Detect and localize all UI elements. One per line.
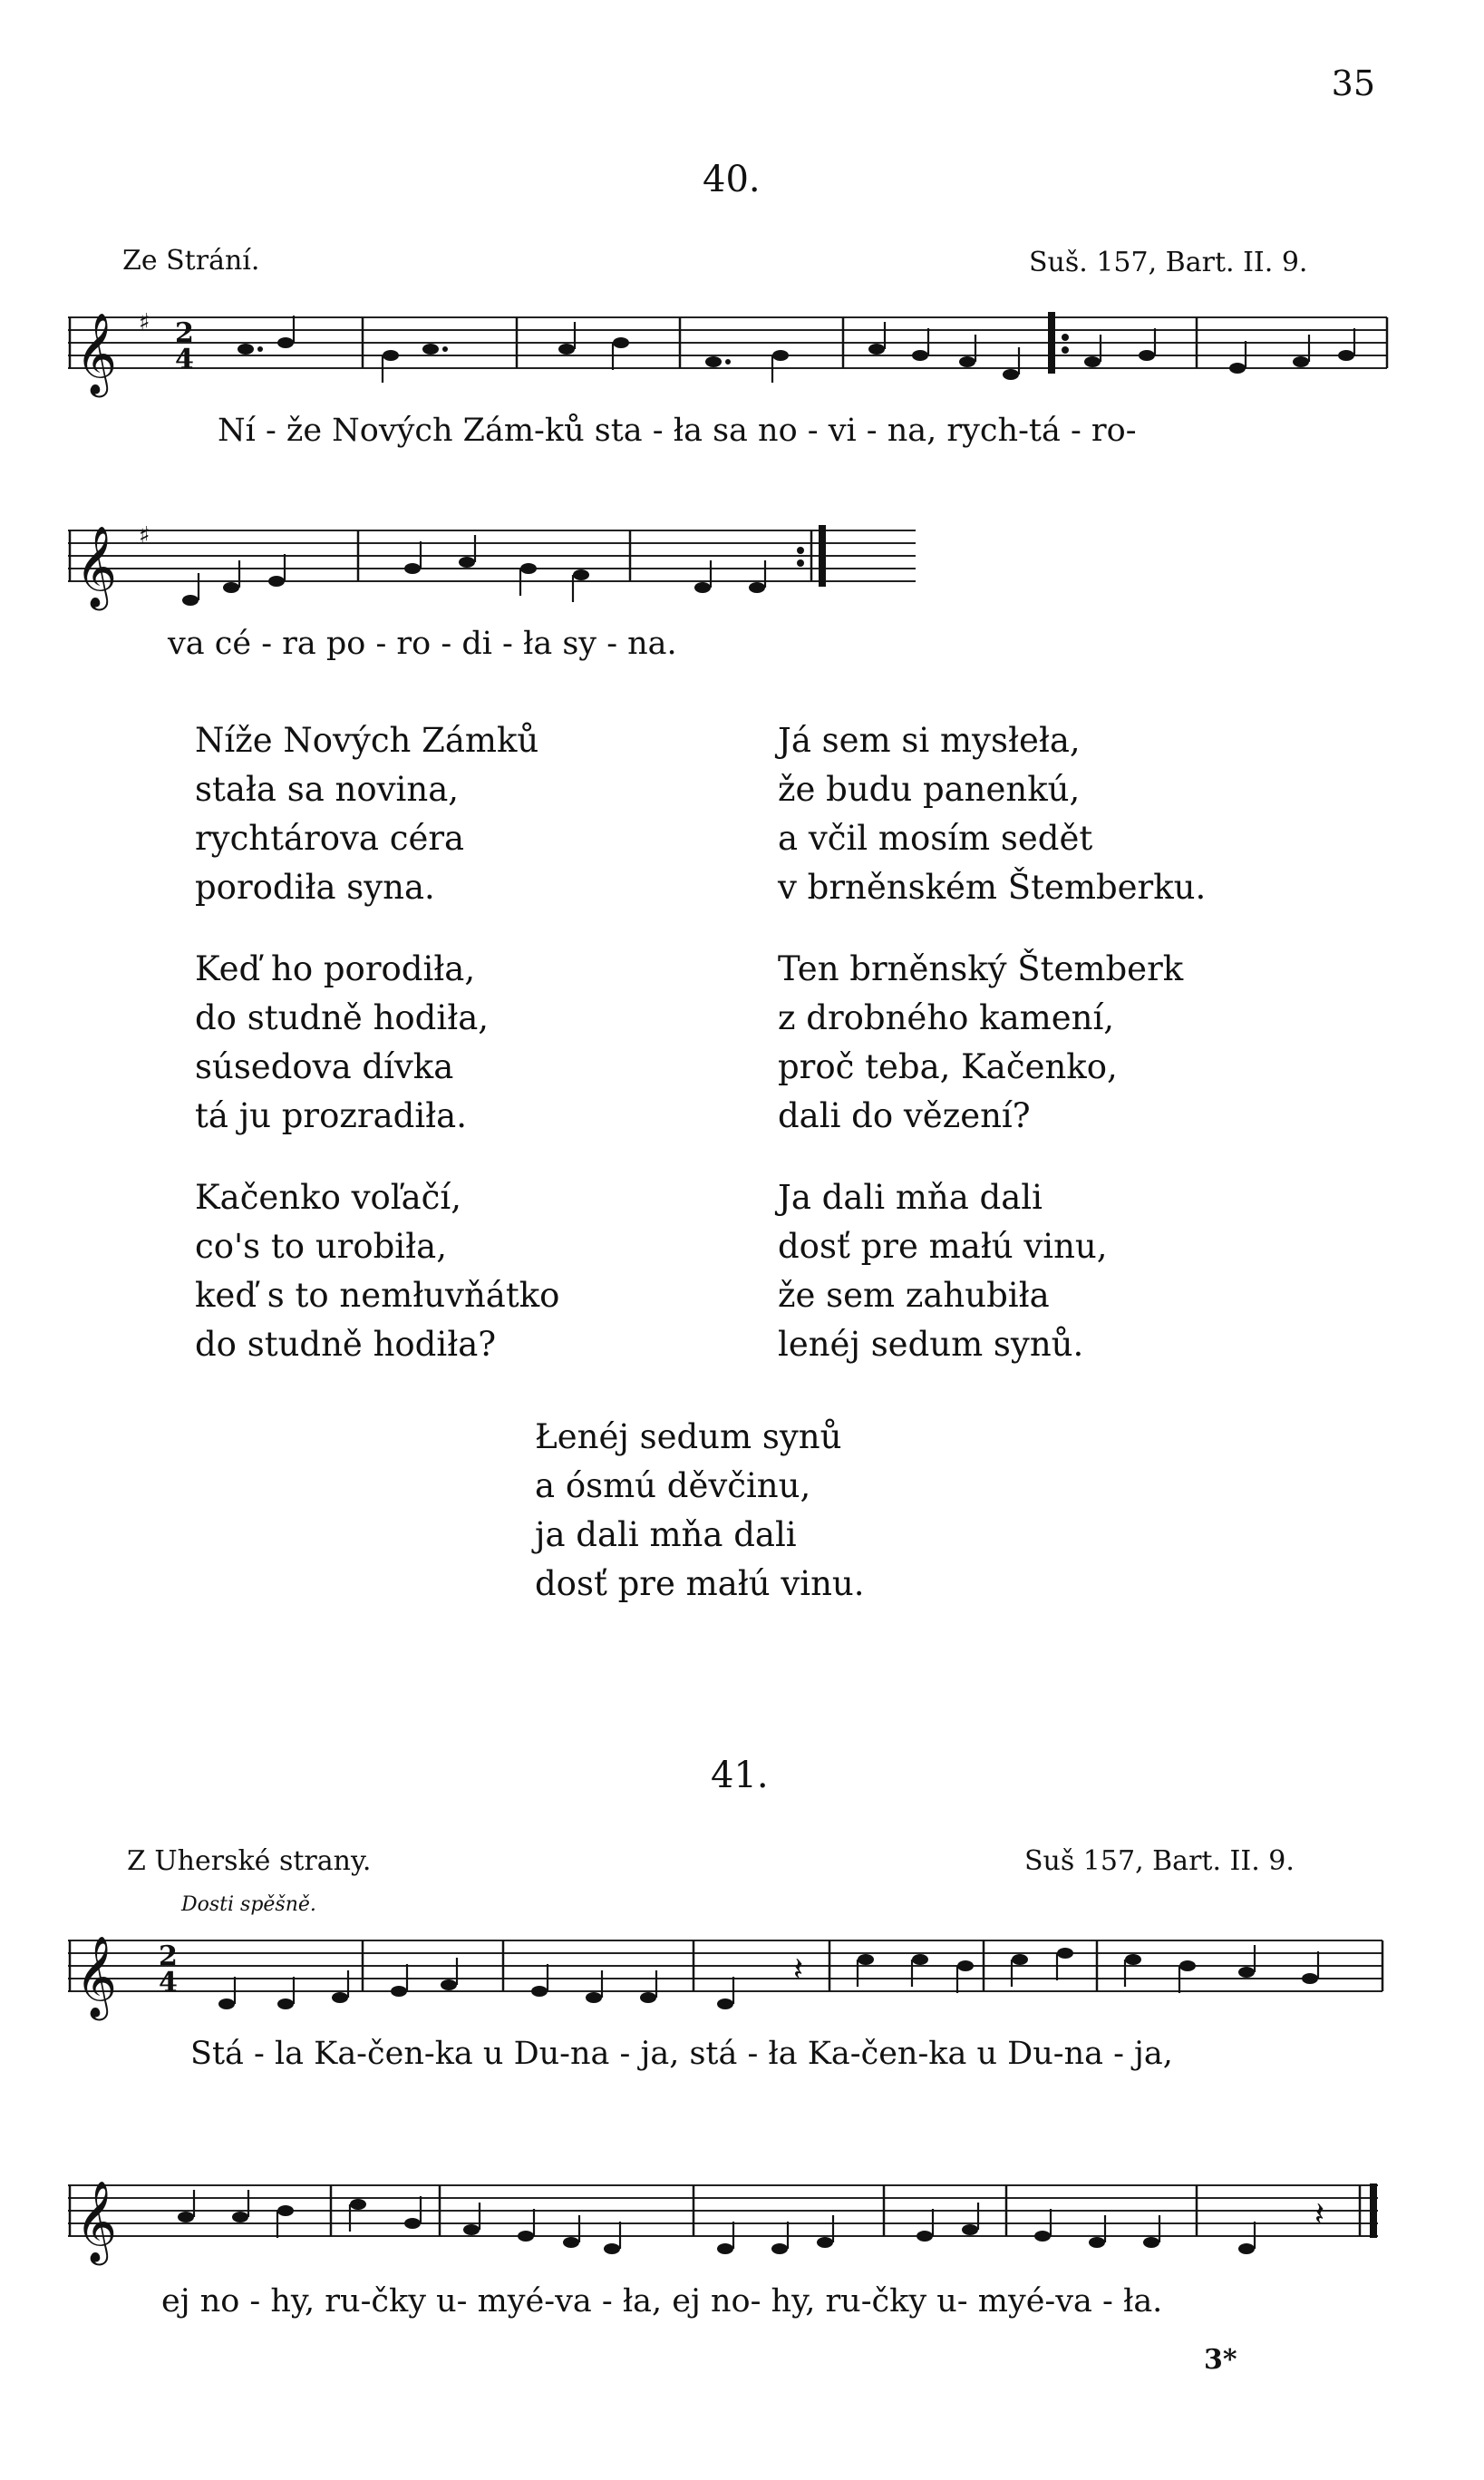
song-40-stanza-6: Ja dali mňa dali dosť pre małú vinu, že sem zahubiła lenéj sedum synů. xyxy=(778,1178,1108,1364)
staff-lines xyxy=(68,530,916,581)
song-40-origin: Ze Strání. xyxy=(122,245,260,277)
song-41-origin: Z Uherské strany. xyxy=(127,1845,372,1877)
treble-clef-icon: 𝄞 xyxy=(75,2181,118,2262)
song-number-41: 41. xyxy=(711,1755,769,1796)
song-40-staff-2 xyxy=(68,512,920,612)
song-40-lyrics-line-1: Ní - že Nových Zám-ků sta - ła sa no - vi - na, rych-tá - ro- xyxy=(218,413,1137,449)
page-number: 35 xyxy=(1331,63,1375,103)
song-41-staff-1 xyxy=(68,1922,1392,2022)
notes xyxy=(218,1940,1318,2009)
sharp-icon: ♯ xyxy=(139,309,150,336)
time-signature-top: 2 xyxy=(175,317,194,349)
song-40-stanza-1: Níže Nových Zámků stała sa novina, rychtárova céra porodiła syna. xyxy=(195,721,539,907)
song-number-40: 40. xyxy=(703,159,761,200)
time-signature-bottom: 4 xyxy=(159,1967,178,1999)
song-40-source: Suš. 157, Bart. II. 9. xyxy=(1029,247,1308,278)
song-40-stanza-7: Łenéj sedum synů a ósmú děvčinu, ja dali mňa dali dosť pre małú vinu. xyxy=(535,1417,865,1603)
notes xyxy=(182,525,822,606)
signature-mark: 3* xyxy=(1204,2344,1237,2376)
song-40-staff-1 xyxy=(68,299,1392,399)
song-41-tempo: Dosti spěšně. xyxy=(181,1893,316,1916)
song-40-stanza-2: Keď ho porodiła, do studně hodiła, súsedova dívka tá ju prozradiła. xyxy=(195,949,490,1135)
treble-clef-icon: 𝄞 xyxy=(75,526,118,608)
song-41-lyrics-line-2: ej no - hy, ru-čky u- myé-va - ła, ej no- hy, ru-čky u- myé-va - ła. xyxy=(161,2283,1163,2320)
song-40-stanza-3: Kačenko voľačí, co's to urobiła, keď s to nemłuvňátko do studně hodiła? xyxy=(195,1178,560,1364)
notes xyxy=(178,2185,1324,2254)
song-40-stanza-5: Ten brněnský Štemberk z drobného kamení, proč teba, Kačenko, dali do vězení? xyxy=(778,949,1184,1135)
song-41-lyrics-line-1: Stá - la Ka-čen-ka u Du-na - ja, stá - ła Ka-čen-ka u Du-na - ja, xyxy=(190,2036,1173,2072)
treble-clef-icon: 𝄞 xyxy=(75,313,118,394)
rest-icon: 𝄽 xyxy=(1314,2196,1325,2233)
song-40-stanza-4: Já sem si mysłeła, že budu panenkú, a včil mosím sedět v brněnském Štemberku. xyxy=(778,721,1207,907)
staff-lines xyxy=(68,2185,1378,2236)
sharp-icon: ♯ xyxy=(139,522,150,549)
time-signature-bottom: 4 xyxy=(175,344,194,375)
treble-clef-icon: 𝄞 xyxy=(75,1936,118,2018)
notes xyxy=(238,312,1354,383)
time-signature-top: 2 xyxy=(159,1940,178,1972)
song-41-staff-2 xyxy=(68,2167,1392,2267)
song-40-lyrics-line-2: va cé - ra po - ro - di - ła sy - na. xyxy=(168,626,677,662)
rest-icon: 𝄽 xyxy=(793,1951,804,1989)
song-41-source: Suš 157, Bart. II. 9. xyxy=(1024,1845,1295,1877)
